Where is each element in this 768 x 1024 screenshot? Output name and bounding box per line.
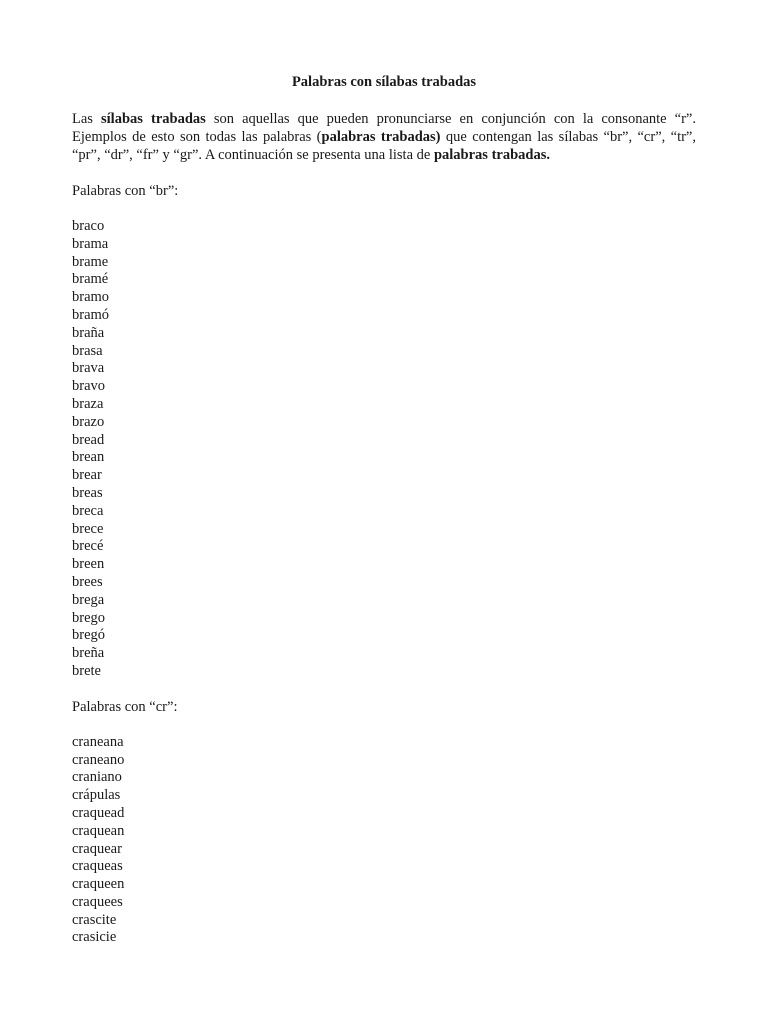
list-item: craquear <box>72 840 122 857</box>
list-item: craquees <box>72 893 123 910</box>
list-item: brega <box>72 591 105 608</box>
list-item: crascite <box>72 911 117 928</box>
list-item: bread <box>72 431 105 448</box>
list-item: craniano <box>72 769 122 786</box>
list-item: brecé <box>72 538 104 555</box>
list-item: bramo <box>72 289 110 306</box>
list-item: bramé <box>72 271 109 288</box>
intro-run: que contengan las sílabas “br”, “cr”, “tr”, “pr”, “dr”, “fr” y “gr”. A continuación se presenta una lista de <box>72 129 696 163</box>
list-item: breen <box>72 556 105 573</box>
list-item: craneana <box>72 733 124 750</box>
list-item: breas <box>72 484 103 501</box>
intro-run: Las <box>72 111 102 127</box>
list-item: brean <box>72 449 105 466</box>
list-item: brame <box>72 253 109 270</box>
section-heading: Palabras con “br”: <box>72 183 179 199</box>
list-item: braña <box>72 324 105 341</box>
list-item: crápulas <box>72 787 121 804</box>
list-item: crasicie <box>72 929 117 946</box>
intro-paragraph <box>72 110 696 164</box>
list-item: craquean <box>72 822 125 839</box>
list-item: bregó <box>72 627 106 644</box>
intro-run-bold: palabras trabadas) <box>321 129 441 145</box>
list-item: brazo <box>72 413 105 430</box>
list-item: brego <box>72 609 106 626</box>
list-item: craquead <box>72 804 125 821</box>
list-item: brear <box>72 467 102 484</box>
word-list <box>72 218 696 681</box>
list-item: bramó <box>72 306 110 323</box>
list-item: braco <box>72 218 105 234</box>
list-item: breca <box>72 502 104 519</box>
list-item: brama <box>72 235 109 252</box>
intro-run-bold: sílabas trabadas <box>101 111 206 127</box>
section-heading: Palabras con “cr”: <box>72 698 178 715</box>
list-item: braza <box>72 395 104 412</box>
list-item: breña <box>72 645 105 662</box>
list-item: craqueas <box>72 858 123 875</box>
word-list <box>72 734 696 948</box>
list-item: brees <box>72 573 103 590</box>
list-item: brava <box>72 360 105 377</box>
list-item: brete <box>72 662 101 679</box>
intro-run: son aquellas que pueden pronunciarse en conjunción con la consonante “r”. Ejemplos de esto son todas las palabras ( <box>72 111 696 145</box>
intro-run-bold: palabras trabadas. <box>433 147 550 163</box>
document-page <box>72 72 696 964</box>
list-item: craneano <box>72 751 125 768</box>
document-title: Palabras con sílabas trabadas <box>291 74 477 90</box>
word-sections <box>72 182 696 947</box>
list-item: brasa <box>72 342 103 359</box>
list-item: bravo <box>72 378 106 395</box>
list-item: brece <box>72 520 104 537</box>
list-item: craqueen <box>72 876 125 893</box>
